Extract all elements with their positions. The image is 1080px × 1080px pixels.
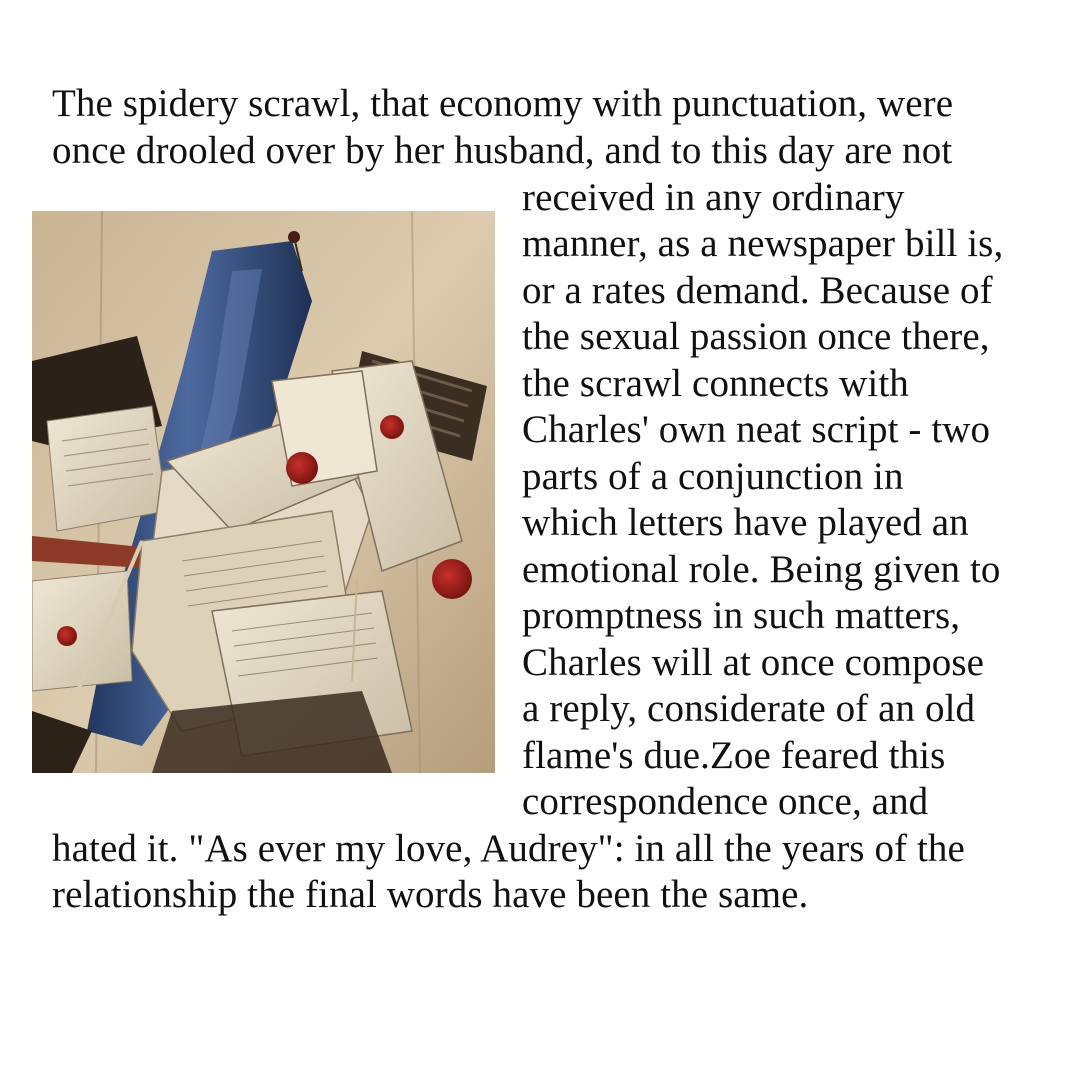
text-line-3: received in any ordinary [522,176,905,219]
text-line-5: or a rates demand. Because of [522,269,993,312]
text-line-6: the sexual passion once there, [522,315,990,358]
text-line-4: manner, as a newspaper bill is, [522,222,1004,265]
text-line-2: once drooled over by her husband, and to this day are not [52,129,953,172]
text-line-14: a reply, considerate of an old [522,687,976,730]
text-line-18: relationship the final words have been the same. [52,873,809,916]
still-life-painting [32,211,495,773]
text-line-16: correspondence once, and [522,780,929,823]
text-line-8: Charles' own neat script - two [522,408,991,451]
text-line-15: flame's due.Zoe feared this [522,734,946,777]
text-line-1: The spidery scrawl, that economy with punctuation, were [52,82,954,125]
text-line-13: Charles will at once compose [522,641,985,684]
text-line-7: the scrawl connects with [522,362,909,405]
text-line-11: emotional role. Being given to [522,548,1001,591]
text-line-9: parts of a conjunction in [522,455,904,498]
text-line-17: hated it. "As ever my love, Audrey": in all the years of the [52,827,965,870]
text-line-10: which letters have played an [522,501,969,544]
text-line-12: promptness in such matters, [522,594,961,637]
